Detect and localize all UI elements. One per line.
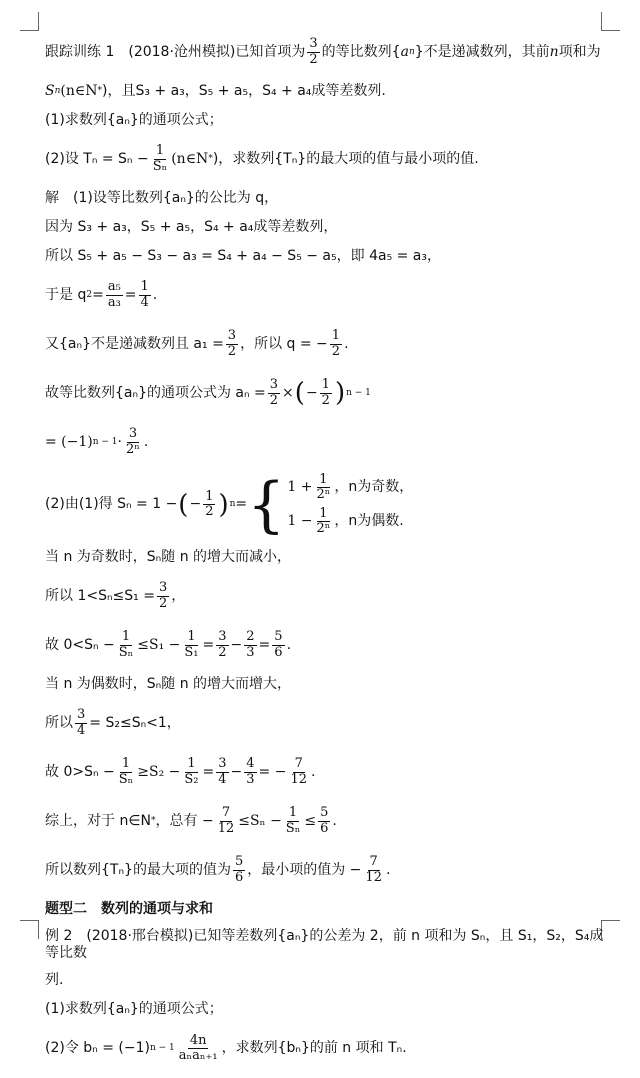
text-fragment: − — [189, 496, 202, 513]
text-fragment: 题型二 数列的通项与求和 — [45, 900, 213, 917]
text-fragment: − — [230, 763, 243, 780]
solution-line-11 — [45, 625, 605, 665]
text-fragment: . — [286, 636, 292, 653]
fraction — [226, 329, 238, 359]
text-fragment: . — [143, 433, 149, 450]
text-fragment: 项和为 — [558, 43, 601, 60]
text-fragment: ，n为偶数. — [334, 512, 404, 529]
text-fragment: n − 1 — [149, 1043, 175, 1054]
text-fragment: = − — [258, 763, 287, 780]
text-fragment: 1 — [205, 488, 214, 504]
text-fragment: 2 — [227, 343, 237, 359]
solution-line-13 — [45, 703, 605, 743]
text-fragment: 3 — [309, 36, 318, 52]
text-fragment: 4 — [218, 771, 227, 787]
text-fragment: 因为 S₃ + a₃，S₅ + a₅，S₄ + a₄成等差数列， — [45, 218, 338, 235]
text-fragment: 当 n 为奇数时，Sₙ随 n 的增大而减小， — [45, 548, 292, 565]
crop-mark-bottom-left — [20, 920, 39, 939]
text-fragment: 2 — [331, 343, 341, 359]
text-fragment: 3 — [246, 644, 255, 660]
text-fragment: 故 0>Sₙ − — [45, 763, 115, 780]
fraction — [320, 378, 332, 408]
text-fragment: 7 — [294, 756, 303, 772]
text-fragment: 6 — [320, 820, 329, 836]
text-fragment: 所以 1<Sₙ≤S₁ = — [45, 587, 155, 604]
text-fragment: 1 + — [287, 479, 313, 496]
solution-line-5 — [45, 324, 605, 364]
fraction — [177, 1034, 220, 1064]
solution-line-16 — [45, 850, 605, 890]
text-fragment: 又{aₙ}不是递减数列且 a₁ = — [45, 335, 224, 352]
text-fragment: ，最小项的值为 − — [247, 861, 362, 878]
text-fragment: }不是递减数列，其前 — [414, 43, 550, 60]
text-fragment: (n∈N — [60, 82, 98, 99]
fraction — [117, 757, 136, 787]
text-fragment: 2 — [158, 595, 168, 611]
text-fragment: S₁ — [184, 644, 199, 660]
text-fragment: n — [408, 46, 415, 57]
text-fragment: ) — [334, 378, 346, 408]
text-fragment: 1 — [321, 377, 330, 393]
text-fragment: 2 — [309, 51, 318, 67]
text-fragment: S — [45, 82, 55, 99]
text-fragment: 3 — [246, 771, 255, 787]
problem-part-2 — [45, 139, 605, 179]
fraction — [314, 473, 332, 503]
solution-line-2 — [45, 217, 605, 237]
text-fragment: = — [235, 496, 248, 513]
text-fragment: 列. — [45, 972, 64, 989]
fraction — [203, 490, 215, 520]
text-fragment: * — [151, 815, 156, 826]
text-fragment: 于是 q — [45, 286, 87, 303]
text-fragment: = S₂≤Sₙ<1， — [89, 714, 181, 731]
text-fragment: S₂ — [184, 771, 199, 787]
text-fragment: = — [124, 286, 137, 303]
fraction — [182, 757, 200, 787]
text-fragment: (1)求数列{aₙ}的通项公式； — [45, 111, 223, 128]
solution-line-12 — [45, 674, 605, 694]
text-fragment: 2 — [205, 504, 214, 520]
text-fragment: ，总有 − — [155, 812, 214, 829]
text-fragment: 2 — [218, 644, 227, 660]
text-fragment: 5 — [274, 629, 283, 645]
text-fragment: 3 — [227, 328, 237, 344]
solution-line-8 — [45, 471, 605, 538]
solution-line-3 — [45, 246, 605, 266]
text-fragment: ，n为奇数， — [334, 479, 414, 496]
crop-mark-top-right — [601, 12, 620, 31]
text-fragment: 12 — [365, 869, 382, 885]
text-fragment: 1 — [319, 505, 328, 521]
text-fragment: 1 — [155, 143, 165, 159]
text-fragment: )，且 — [101, 82, 136, 99]
fraction — [363, 855, 384, 885]
case-odd — [287, 473, 413, 503]
solution-line-4 — [45, 275, 605, 315]
text-fragment: 1 — [319, 472, 328, 487]
text-fragment: − — [230, 636, 243, 653]
text-fragment: 3 — [128, 426, 138, 442]
text-fragment: 4 — [246, 756, 255, 772]
fraction — [330, 329, 342, 359]
fraction — [268, 378, 280, 408]
text-fragment: (1)求数列{aₙ}的通项公式； — [45, 1001, 223, 1018]
text-fragment: 4 — [77, 722, 86, 738]
text-fragment: Sₙ — [118, 771, 134, 787]
fraction — [117, 630, 136, 660]
text-fragment: 2 — [86, 289, 93, 300]
text-fragment: × — [282, 384, 294, 401]
text-fragment: 2 — [321, 392, 330, 408]
text-fragment: 3 — [269, 377, 279, 393]
text-fragment: ≥S₂ − — [137, 763, 181, 780]
example-2-part-2 — [45, 1029, 605, 1069]
text-fragment: 4 — [140, 294, 149, 310]
solution-line-1 — [45, 188, 605, 208]
fraction — [216, 806, 237, 836]
text-fragment: = — [202, 636, 215, 653]
fraction — [244, 630, 256, 660]
text-fragment: 1 — [331, 328, 341, 344]
problem-part-1 — [45, 110, 605, 130]
case-even — [287, 507, 413, 537]
text-fragment: 7 — [221, 805, 231, 821]
text-fragment: 例 2 (2018·邢台模拟)已知等差数列{aₙ}的公差为 2，前 n 项和为 Sₙ，且 S₁，S₂，S₄成等比数 — [45, 928, 604, 961]
fraction — [314, 507, 332, 537]
text-fragment: 1 — [121, 756, 131, 772]
text-fragment: 2ⁿ — [316, 520, 331, 536]
text-fragment: 跟踪训练 1 (2018·沧州模拟)已知首项为 — [45, 43, 306, 60]
text-fragment: (2)令 bₙ = (−1) — [45, 1040, 150, 1057]
text-fragment: S₃ + a₃，S₅ + a₅，S₄ + a₄成等差数列. — [135, 82, 386, 99]
text-fragment: . — [332, 812, 337, 829]
text-fragment: . — [311, 763, 316, 780]
text-fragment: . — [385, 861, 391, 878]
fraction — [272, 630, 284, 660]
text-fragment: (2)由(1)得 Sₙ = 1 − — [45, 496, 178, 513]
fraction — [182, 630, 200, 660]
text-fragment: (2)设 Tₙ = Sₙ − — [45, 150, 149, 167]
text-fragment: )，求数列{Tₙ}的最大项的值与最小项的值. — [212, 150, 479, 167]
example-2-line-2 — [45, 971, 605, 991]
text-fragment: 3 — [158, 580, 168, 596]
fraction — [106, 280, 123, 310]
text-fragment: 3 — [77, 707, 86, 723]
text-fragment: (n∈N — [171, 150, 209, 167]
text-fragment: 1 — [140, 279, 149, 295]
text-fragment: n — [549, 43, 559, 60]
text-fragment: 5 — [234, 854, 244, 870]
text-fragment: 12 — [290, 771, 308, 787]
text-fragment: 所以 S₅ + a₅ − S₃ − a₃ = S₄ + a₄ − S₅ − a₅，即 4a₅ = a₃， — [45, 247, 441, 264]
text-fragment: Sₙ — [285, 820, 301, 836]
text-fragment: 12 — [217, 820, 235, 836]
example-2-part-1 — [45, 1000, 605, 1020]
text-fragment: = — [202, 763, 215, 780]
text-fragment: n — [54, 85, 61, 96]
text-fragment: ，所以 q = − — [240, 335, 328, 352]
problem-line-2 — [45, 81, 605, 101]
text-fragment: { — [247, 469, 286, 540]
text-fragment: 1 — [187, 756, 196, 772]
text-fragment: (1)设等比数列{aₙ}的公比为 q， — [59, 189, 279, 206]
text-fragment: a — [400, 43, 409, 60]
text-fragment: a₅ — [107, 279, 121, 295]
text-fragment: ≤S₁ − — [137, 636, 181, 653]
text-fragment: 3 — [218, 756, 227, 772]
fraction — [318, 806, 330, 836]
fraction — [151, 144, 170, 174]
fraction — [284, 806, 303, 836]
text-fragment: − — [305, 384, 318, 401]
solution-line-7 — [45, 422, 605, 462]
text-fragment: 3 — [218, 629, 227, 645]
text-fragment: 5 — [320, 805, 329, 821]
text-fragment: 的等比数列{ — [321, 43, 401, 60]
text-fragment: 4n — [189, 1032, 207, 1048]
text-fragment: 综上，对于 n∈N — [45, 812, 151, 829]
fraction — [124, 427, 142, 457]
text-fragment: Sₙ — [152, 158, 168, 174]
fraction — [75, 708, 87, 738]
text-fragment: a₃ — [107, 294, 121, 310]
text-fragment: n — [229, 499, 236, 510]
section-heading — [45, 899, 605, 919]
problem-line-1 — [45, 32, 605, 72]
fraction — [244, 757, 256, 787]
text-fragment: 2 — [269, 392, 279, 408]
fraction — [233, 855, 245, 885]
text-fragment: 2 — [246, 629, 255, 645]
text-fragment: 1 — [121, 629, 131, 645]
text-fragment: 6 — [274, 644, 283, 660]
text-fragment: * — [208, 153, 213, 164]
example-2-line-1 — [45, 928, 605, 962]
text-fragment: 1 — [288, 805, 298, 821]
text-fragment: 1 − — [287, 512, 313, 529]
text-fragment: ≤Sₙ − — [238, 812, 282, 829]
text-fragment: 7 — [369, 854, 378, 870]
solution-line-15 — [45, 801, 605, 841]
solution-line-14 — [45, 752, 605, 792]
text-fragment: ( — [294, 378, 305, 408]
text-fragment: ) — [218, 489, 229, 520]
text-fragment: aₙaₙ₊₁ — [178, 1048, 218, 1064]
text-fragment: 解 — [45, 189, 59, 206]
fraction — [216, 757, 228, 787]
text-fragment: 当 n 为偶数时，Sₙ随 n 的增大而增大， — [45, 675, 292, 692]
text-fragment: 2ⁿ — [126, 441, 140, 457]
solution-line-10 — [45, 576, 605, 616]
text-fragment: 6 — [234, 869, 244, 885]
text-fragment: 所以数列{Tₙ}的最大项的值为 — [45, 861, 231, 878]
text-fragment: = (−1) — [45, 433, 93, 450]
text-fragment: ， — [171, 587, 186, 604]
text-fragment: * — [97, 85, 102, 96]
crop-mark-top-left — [20, 12, 39, 31]
text-fragment: n − 1 — [346, 387, 371, 398]
text-fragment: 所以 — [45, 714, 73, 731]
text-fragment: · — [117, 433, 122, 450]
text-fragment: 故等比数列{aₙ}的通项公式为 aₙ = — [45, 384, 266, 401]
fraction — [307, 37, 319, 67]
fraction — [288, 757, 309, 787]
text-fragment: ，求数列{bₙ}的前 n 项和 Tₙ. — [221, 1040, 407, 1057]
text-fragment: . — [152, 286, 158, 303]
fraction — [157, 581, 169, 611]
fraction — [216, 630, 228, 660]
text-fragment: = — [258, 636, 271, 653]
text-fragment: ≤ — [304, 812, 317, 829]
text-fragment: 故 0<Sₙ − — [45, 636, 115, 653]
fraction — [139, 280, 151, 310]
text-fragment: 2ⁿ — [316, 487, 331, 503]
text-fragment: 1 — [187, 629, 196, 645]
document-body — [45, 32, 605, 1078]
piecewise-cases — [247, 471, 413, 538]
solution-line-6 — [45, 373, 605, 413]
solution-line-9 — [45, 547, 605, 567]
text-fragment: ( — [178, 489, 189, 520]
text-fragment: = — [92, 286, 104, 303]
text-fragment: Sₙ — [118, 644, 134, 660]
text-fragment: . — [344, 335, 349, 352]
text-fragment: n − 1 — [92, 436, 118, 447]
